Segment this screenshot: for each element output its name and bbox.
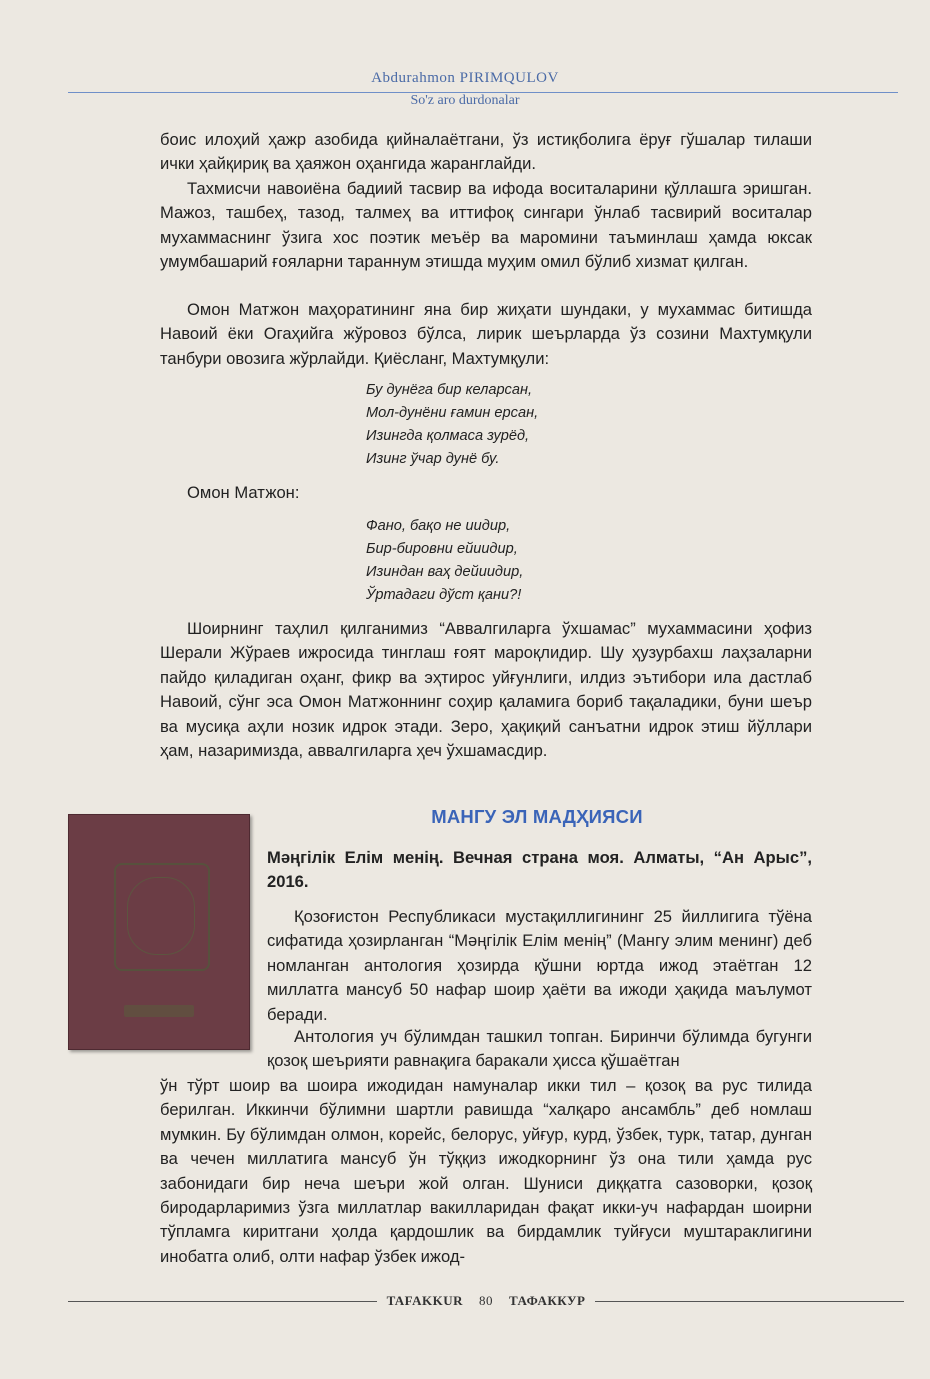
running-header-subtitle: So'z aro durdonalar [410,93,520,108]
page-footer [68,1290,904,1312]
running-header-author: Abdurahmon PIRIMQULOV [371,70,559,86]
poet-name-line: Омон Матжон: [187,483,300,502]
book-reference: Мәңгілік Елім менің. Вечная страна моя. Алматы, “Ан Арыс”, 2016. [267,848,812,892]
paragraph-1: боис илоҳий ҳажр азобида қийналаётгани, ўз истиқболига ёруғ гўшалар тилаши ички ҳайқириқ ва ҳаяжон оҳангида жаранглайди. [160,130,812,174]
footer-rule-right [595,1301,904,1302]
cover-emblem-inner [127,877,195,955]
section-paragraph-2-start: Антология уч бўлимдан ташкил топган. Биринчи бўлимда бугунги қозоқ шеърияти равнақига баракали ҳисса қўшаётган [267,1027,812,1071]
paragraph-3: Омон Матжон маҳоратининг яна бир жиҳати шундаки, у мухаммас битишда Навоий ёки Огаҳийга жўровоз бўлса, лирик шеърларда ўз созини Махтумқули танбури овозига жўрлайди. Қиёсланг, Махтумқули: [160,300,812,368]
footer-journal-cyrillic: ТАФАККУР [509,1293,586,1308]
verse-line: Изиндан ваҳ дейиидир, [366,564,524,580]
footer-rule-left [68,1301,377,1302]
verse-line: Бир-бировни ейиидир, [366,541,518,557]
paragraph-2: Тахмисчи навоиёна бадиий тасвир ва ифода воситаларини қўллашга эришган. Мажоз, ташбеҳ, тазод, талмеҳ ва иттифоқ сингари ўнлаб тасвирий воситалар мухаммаснинг ўзига хос поэтик меъёр ва маромини таъминлаш ҳамда юксак умумбашарий ғояларни тараннум этишда муҳим омил бўлиб хизмат қилган. [160,179,812,272]
verse-omon-matjon [366,515,523,607]
verse-line: Фано, бақо не иидир, [366,518,511,534]
section-paragraph-1: Қозоғистон Республикаси мустақиллигининг 25 йиллигига тўёна сифатида ҳозирланган “Мәңгілік Елім менің” (Мангу элим менинг) деб номланган антология ҳозирда қўшни юртда ижод этаётган 12 миллатга мансуб 50 нафар шоир ҳаёти ва ижоди ҳақида маълумот беради. [267,907,812,1024]
cover-label [124,1005,194,1017]
section-title: МАНГУ ЭЛ МАДҲИЯСИ [431,806,643,827]
verse-line: Мол-дунёни ғамин ерсан, [366,405,539,421]
verse-line: Изинг ўчар дунё бу. [366,451,500,467]
footer-journal-latin: TAFAKKUR [386,1293,464,1308]
verse-makhtumkuli [366,379,538,471]
paragraph-4: Шоирнинг таҳлил қилганимиз “Аввалгиларга ўхшамас” мухаммасини ҳофиз Шерали Жўраев ижросида тинглаш ғоят мароқлидир. Шу ҳузурбахш лаҳзаларни пайдо қиладиган оҳанг, фикр ва эҳтирос уйғунлиги, илдиз эътибори ила дастлаб Навоий, сўнг эса Омон Матжоннинг соҳир қаламига бориб тақаладики, буни шеър ва мусиқа аҳли нозик идрок этади. Зеро, ҳақиқий санъатни идрок этиш йўллари ҳам, назаримизда, аввалгиларга ҳеч ўхшамасдир. [160,619,812,761]
verse-line: Ўртадаги дўст қани?! [366,587,522,603]
page-number: 80 [479,1293,494,1308]
section-paragraph-2-cont: ўн тўрт шоир ва шоира ижодидан намуналар икки тил – қозоқ ва рус тилида берилган. Иккинчи бўлимни шартли равишда “халқаро ансамбль” деб номлаш мумкин. Бу бўлимдан олмон, корейс, белорус, уйғур, курд, ўзбек, турк, татар, дунган ва чечен миллатига мансуб ўн тўққиз ижодкорнинг ўз она тили ҳамда рус забонидаги бир неча шеъри жой олган. Шуниси диққатга сазоворки, қозоқ биродарларимиз ўзга миллатлар вакилларидан фақат икки-уч нафардан шоирни тўпламга киритгани ҳолда қардошлик ва бирдамлик туйғуси муштараклигини инобатга олиб, олти нафар ўзбек ижод- [160,1076,812,1266]
verse-line: Бу дунёга бир келарсан, [366,382,533,398]
verse-line: Изингда қолмаса зурёд, [366,428,530,444]
book-cover-image [68,814,250,1050]
